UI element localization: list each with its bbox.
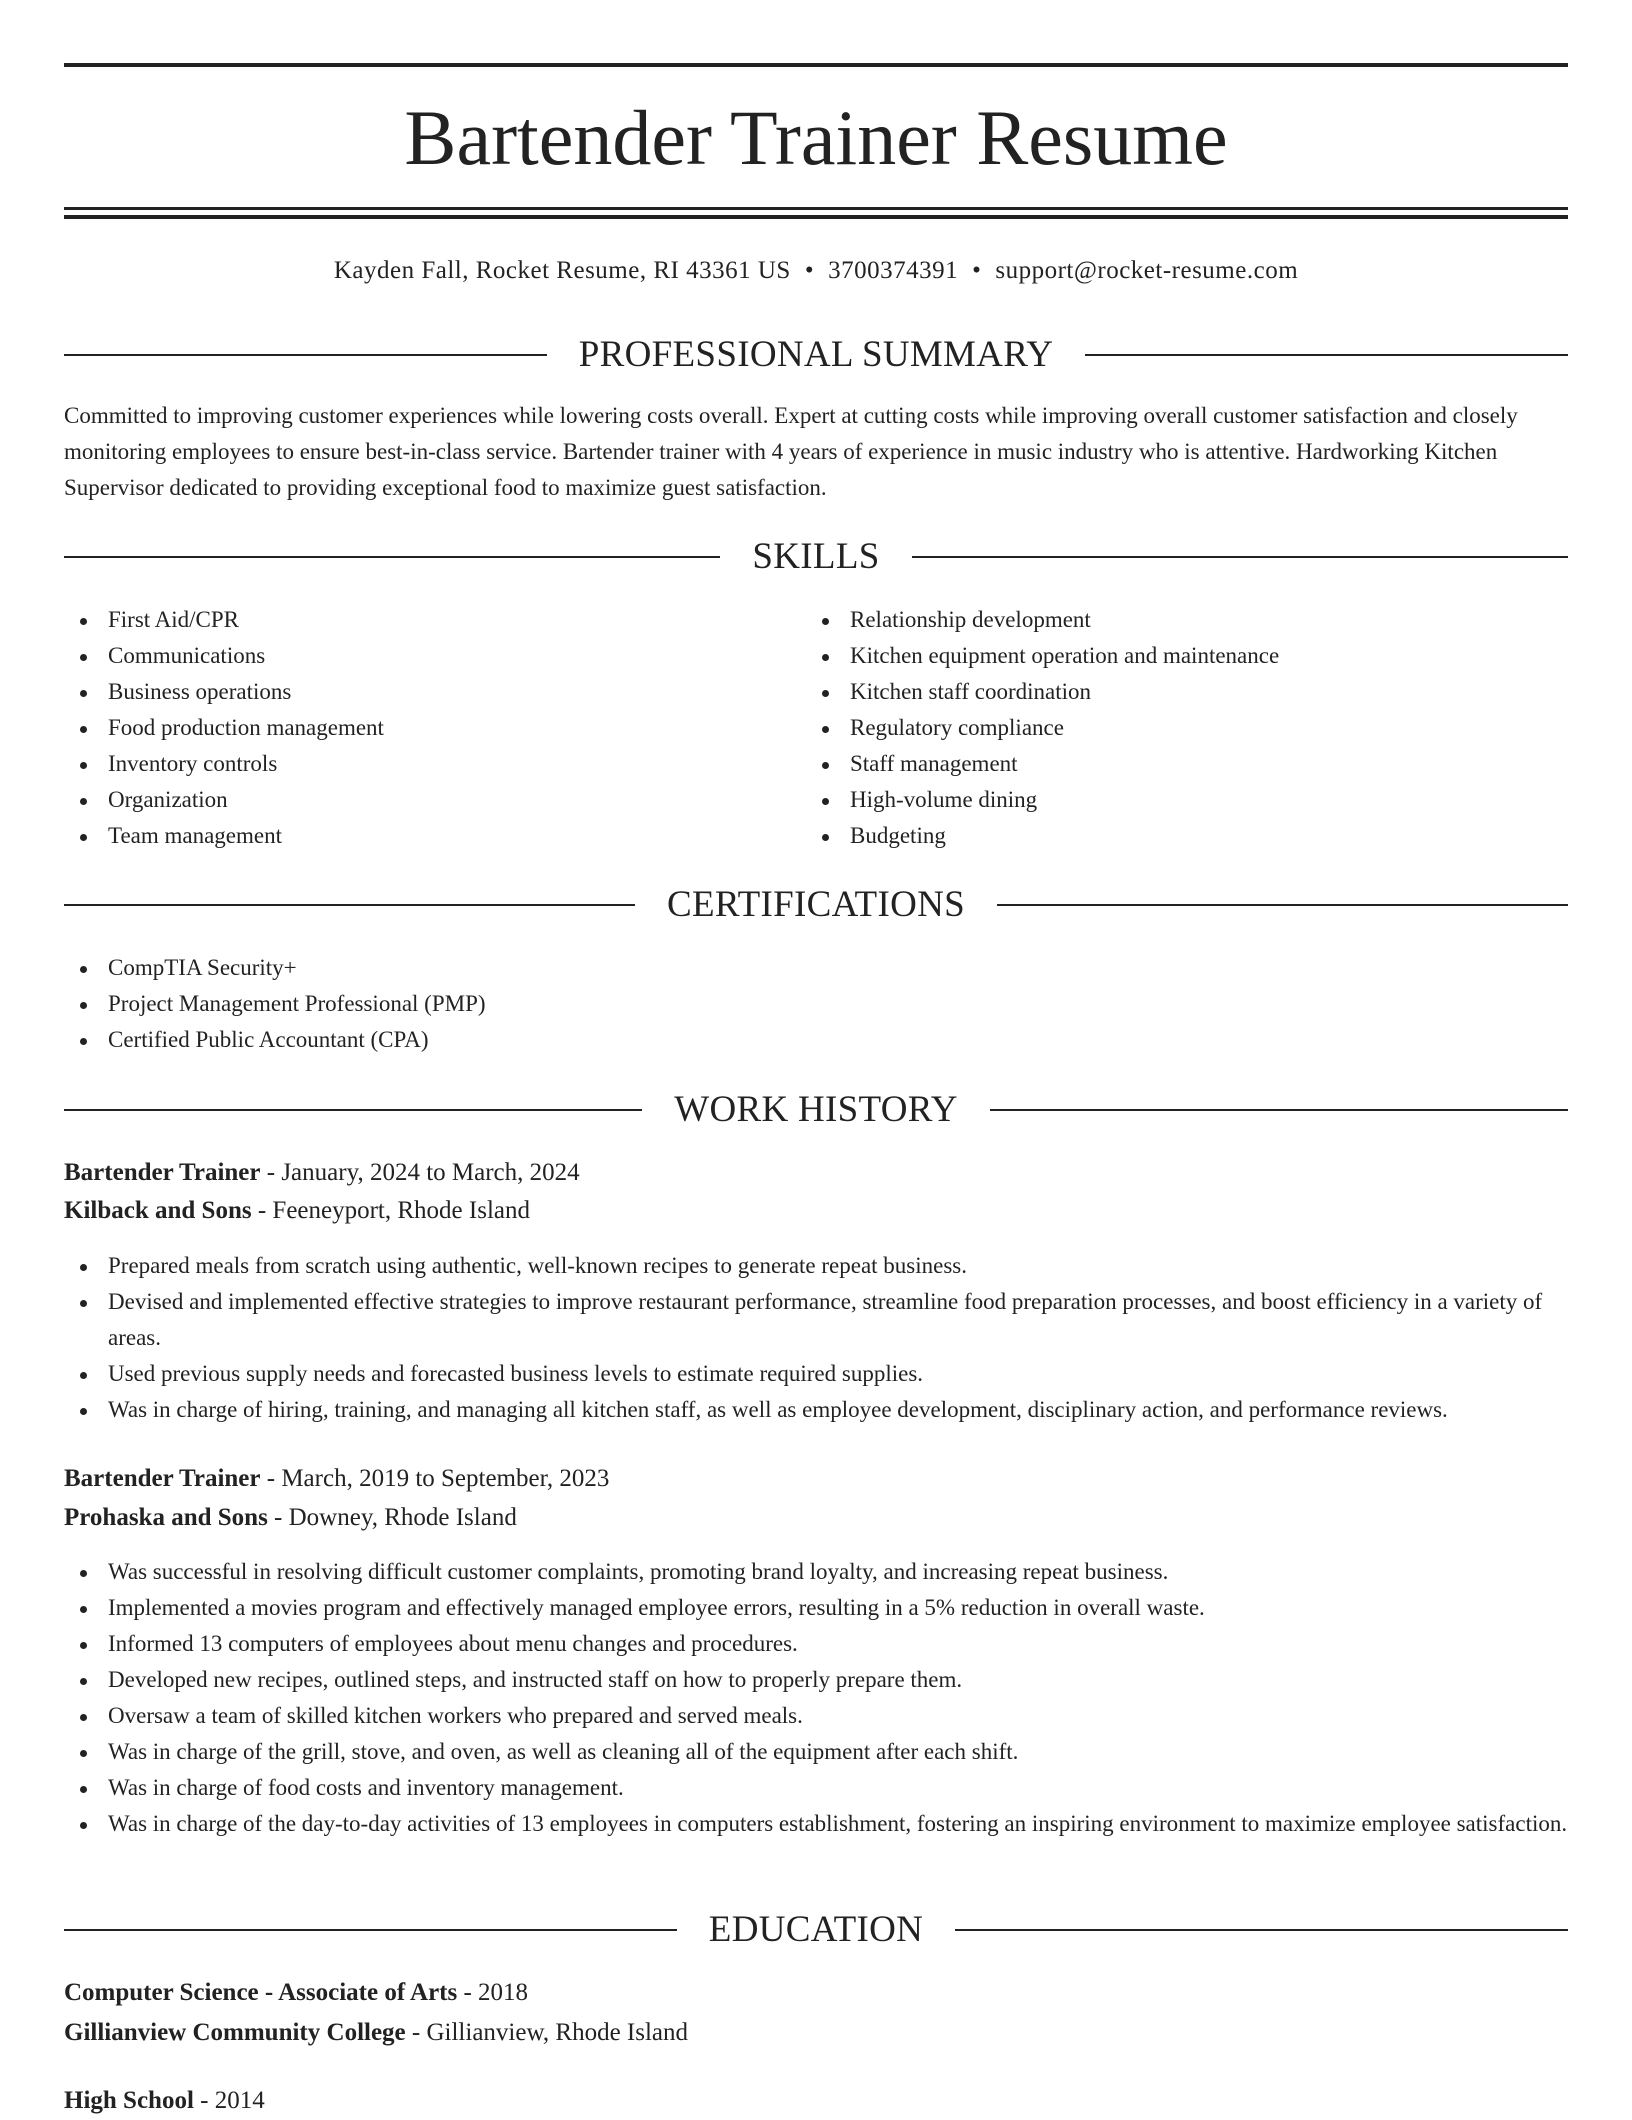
- job-dates: - March, 2019 to September, 2023: [260, 1465, 610, 1492]
- section-title: SKILLS: [752, 536, 880, 577]
- section-title: WORK HISTORY: [674, 1089, 958, 1130]
- contact-line: [64, 254, 1568, 288]
- section-title: EDUCATION: [708, 1909, 924, 1950]
- list-item: Kitchen equipment operation and maintenance: [806, 638, 1506, 674]
- list-item: Kitchen staff coordination: [806, 674, 1506, 710]
- list-item: Business operations: [64, 674, 764, 710]
- list-item: Was in charge of the day-to-day activities of 13 employees in computers establishment, fostering an inspiring environment to maximize employee satisfaction.: [64, 1806, 1568, 1842]
- education-degree: Computer Science - Associate of Arts: [64, 1979, 458, 2006]
- education-school: Gillianview Community College: [64, 2019, 406, 2046]
- list-item: Team management: [64, 818, 764, 854]
- job-duties-list: [64, 1554, 1568, 1842]
- job-duties-list: [64, 1248, 1568, 1428]
- education-location: - Gillianview, Rhode Island: [405, 2019, 689, 2046]
- title-rule-upper: [64, 207, 1568, 210]
- job-location: - Downey, Rhode Island: [267, 1504, 517, 1531]
- education-year: - 2014: [193, 2087, 265, 2114]
- list-item: Regulatory compliance: [806, 710, 1506, 746]
- list-item: Organization: [64, 782, 764, 818]
- list-item: Was in charge of the grill, stove, and oven, as well as cleaning all of the equipment after each shift.: [64, 1734, 1568, 1770]
- list-item: Communications: [64, 638, 764, 674]
- job-company-line: [64, 1499, 1568, 1537]
- list-item: Was in charge of food costs and inventory management.: [64, 1770, 1568, 1806]
- education-degree-line: [64, 2082, 1568, 2120]
- job-location: - Feeneyport, Rhode Island: [251, 1197, 530, 1224]
- job-company-line: [64, 1192, 1568, 1230]
- section-heading-certifications: [64, 885, 1568, 925]
- list-item: Relationship development: [806, 602, 1506, 638]
- list-item: CompTIA Security+: [64, 950, 1568, 986]
- job-dates: - January, 2024 to March, 2024: [260, 1159, 580, 1186]
- section-heading-summary: [64, 335, 1568, 375]
- list-item: Certified Public Accountant (CPA): [64, 1022, 1568, 1058]
- list-item: High-volume dining: [806, 782, 1506, 818]
- education-school-line: [64, 2014, 1568, 2052]
- list-item: Was in charge of hiring, training, and managing all kitchen staff, as well as employee development, disciplinary action, and performance reviews.: [64, 1392, 1568, 1428]
- job-title-line: [64, 1154, 1568, 1192]
- contact-phone: 3700374391: [828, 257, 959, 284]
- list-item: Devised and implemented effective strategies to improve restaurant performance, streamline food preparation processes, and boost efficiency in a variety of areas.: [64, 1284, 1568, 1356]
- section-heading-skills: [64, 537, 1568, 577]
- list-item: Inventory controls: [64, 746, 764, 782]
- list-item: Informed 13 computers of employees about menu changes and procedures.: [64, 1626, 1568, 1662]
- job-title-line: [64, 1460, 1568, 1498]
- contact-address: Kayden Fall, Rocket Resume, RI 43361 US: [333, 257, 791, 284]
- job-company: Kilback and Sons: [64, 1197, 252, 1224]
- list-item: Project Management Professional (PMP): [64, 986, 1568, 1022]
- contact-separator: •: [804, 257, 815, 284]
- job-title: Bartender Trainer: [64, 1159, 261, 1186]
- skills-list-left: [64, 602, 764, 854]
- list-item: Budgeting: [806, 818, 1506, 854]
- section-heading-education: [64, 1910, 1568, 1950]
- skills-list-right: [806, 602, 1506, 854]
- list-item: Staff management: [806, 746, 1506, 782]
- list-item: Prepared meals from scratch using authentic, well-known recipes to generate repeat business.: [64, 1248, 1568, 1284]
- education-degree-line: [64, 1974, 1568, 2012]
- list-item: Used previous supply needs and forecasted business levels to estimate required supplies.: [64, 1356, 1568, 1392]
- contact-separator: •: [972, 257, 982, 284]
- job-company: Prohaska and Sons: [64, 1504, 268, 1531]
- list-item: Oversaw a team of skilled kitchen workers who prepared and served meals.: [64, 1698, 1568, 1734]
- title-rule-lower: [64, 215, 1568, 219]
- list-item: Food production management: [64, 710, 764, 746]
- list-item: Was successful in resolving difficult customer complaints, promoting brand loyalty, and increasing repeat business.: [64, 1554, 1568, 1590]
- section-heading-work-history: [64, 1090, 1568, 1130]
- list-item: Implemented a movies program and effectively managed employee errors, resulting in a 5% reduction in overall waste.: [64, 1590, 1568, 1626]
- section-title: PROFESSIONAL SUMMARY: [578, 334, 1054, 375]
- resume-title: Bartender Trainer Resume: [404, 94, 1228, 181]
- education-year: - 2018: [457, 1979, 529, 2006]
- top-rule: [64, 63, 1568, 67]
- certifications-list: [64, 950, 1568, 1058]
- job-title: Bartender Trainer: [64, 1465, 261, 1492]
- education-degree: High School: [64, 2087, 194, 2114]
- summary-text: Committed to improving customer experiences while lowering costs overall. Expert at cutting costs while improving overall customer satisfaction and closely monitoring employees to ensure best-in-class service. Bartender trainer with 4 years of experience in music industry who is attentive. Hardworking Kitchen Supervisor dedicated to providing exceptional food to maximize guest satisfaction.: [64, 403, 1518, 500]
- section-title: CERTIFICATIONS: [667, 884, 965, 925]
- list-item: First Aid/CPR: [64, 602, 764, 638]
- list-item: Developed new recipes, outlined steps, and instructed staff on how to properly prepare them.: [64, 1662, 1568, 1698]
- contact-email: support@rocket-resume.com: [995, 257, 1299, 284]
